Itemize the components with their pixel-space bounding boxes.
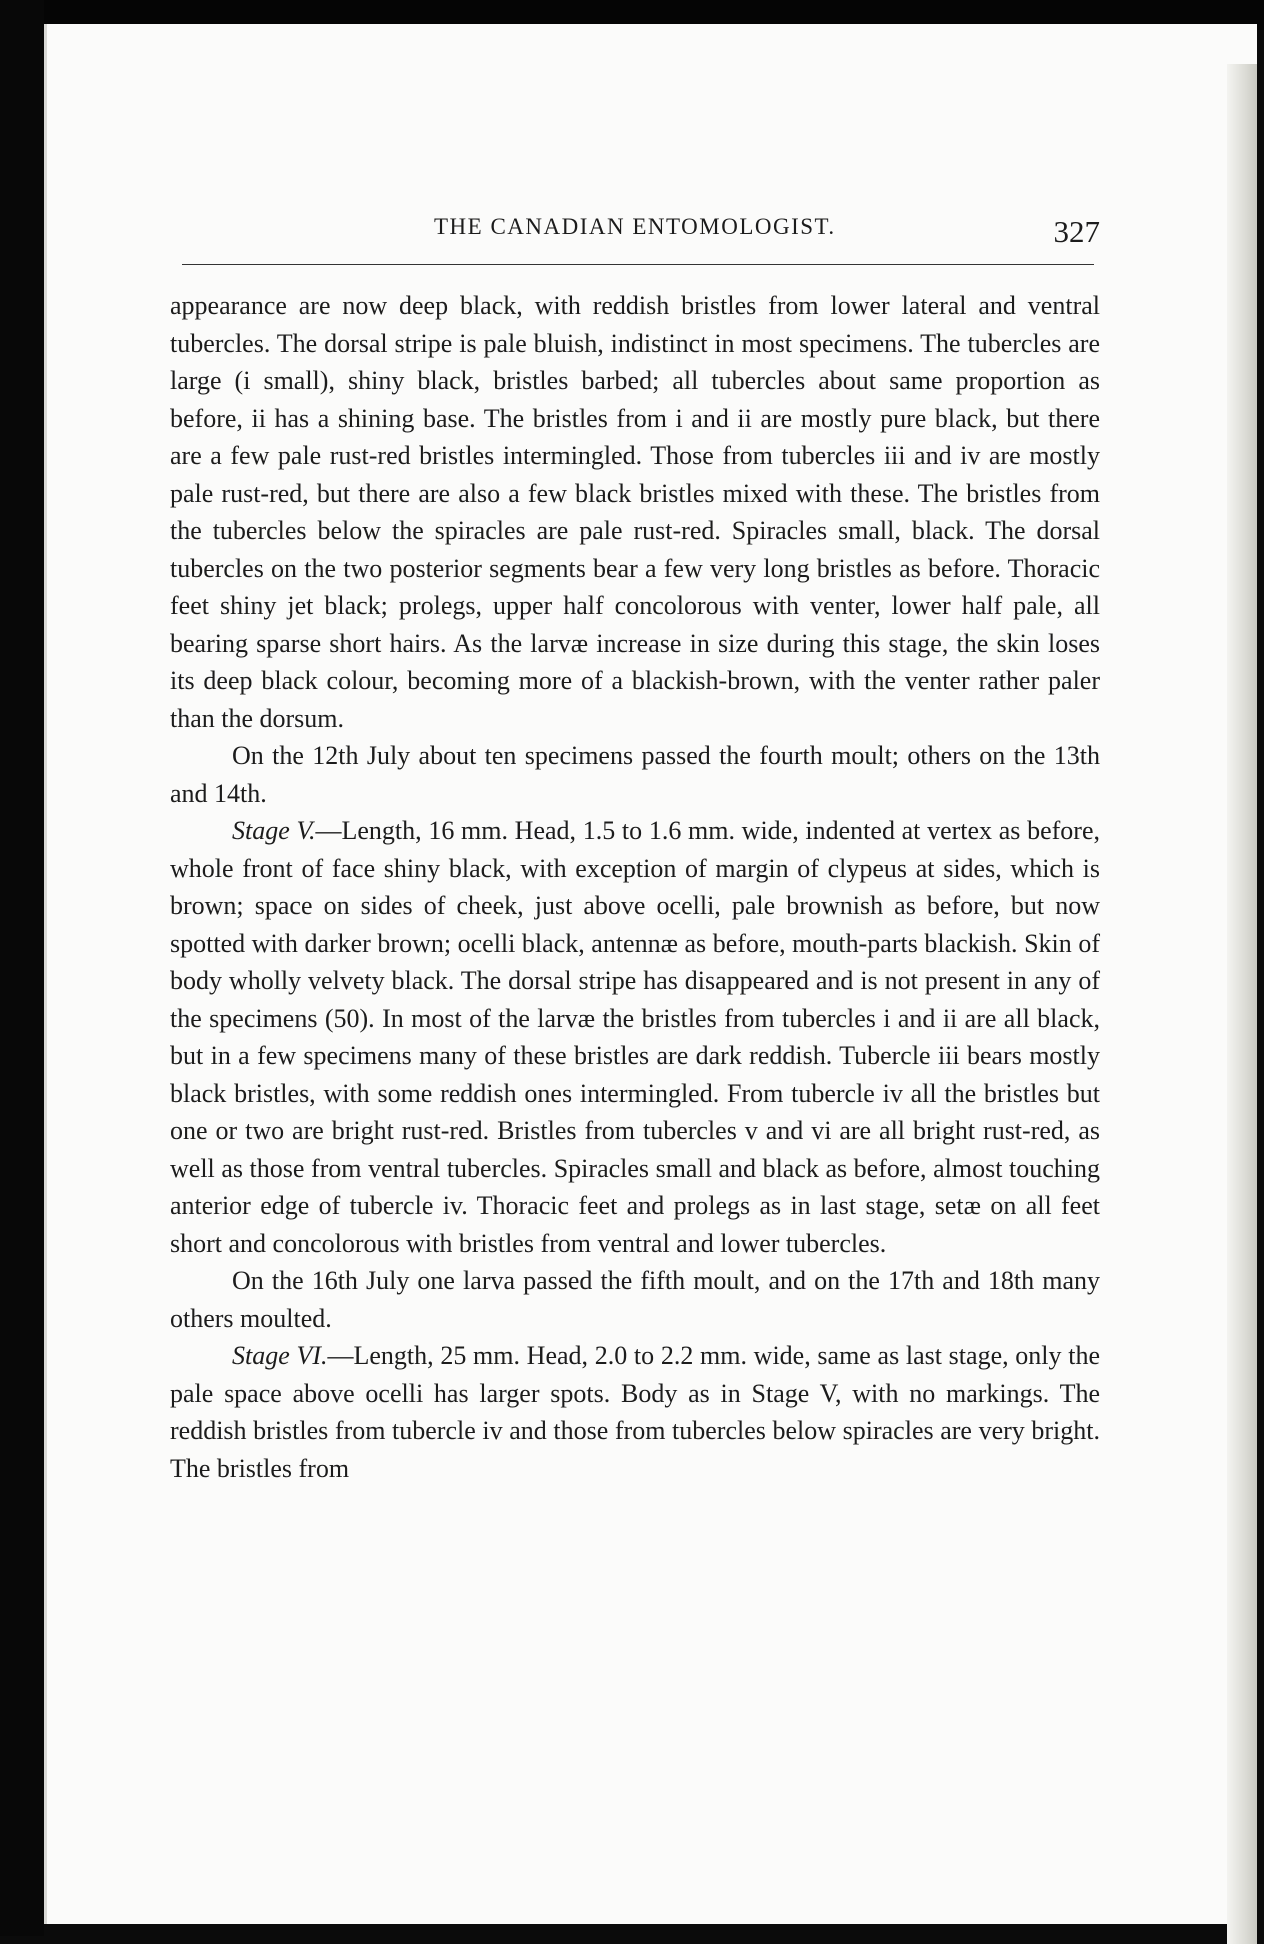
- stage-label: Stage VI.: [232, 1341, 328, 1370]
- paragraph-stage-v: [170, 812, 1100, 1262]
- page-number: 327: [1053, 214, 1100, 249]
- paragraph-1: [170, 287, 1100, 737]
- paragraph-2: [170, 737, 1100, 812]
- paragraph-text: On the 12th July about ten specimens passed the fourth moult; others on the 13th and 14th.: [170, 741, 1100, 808]
- stage-label: Stage V.: [232, 816, 316, 845]
- paragraph-text: appearance are now deep black, with reddish bristles from lower lateral and ventral tubercles. The dorsal stripe is pale bluish, indistinct in most specimens. The tubercles are large (i small), shiny black, bristles barbed; all tubercles about same proportion as before, ii has a shining base. The bristles from i and ii are mostly pure black, but there are a few pale rust-red bristles intermingled. Those from tubercles iii and iv are mostly pale rust-red, but there are also a few black bristles mixed with these. The bristles from the tubercles below the spiracles are pale rust-red. Spiracles small, black. The dorsal tubercles on the two posterior segments bear a few very long bristles as before. Thoracic feet shiny jet black; prolegs, upper half concolorous with venter, lower half pale, all bearing sparse short hairs. As the larvæ increase in size during this stage, the skin loses its deep black colour, becoming more of a blackish-brown, with the venter rather paler than the dorsum.: [170, 291, 1100, 733]
- running-title: THE CANADIAN ENTOMOLOGIST.: [434, 214, 836, 239]
- body-text: [170, 287, 1100, 1487]
- running-head: [170, 214, 1100, 264]
- paragraph-text: On the 16th July one larva passed the fifth moult, and on the 17th and 18th many others moulted.: [170, 1266, 1100, 1333]
- scan-left-border: [0, 0, 44, 1936]
- paragraph-stage-vi: [170, 1337, 1100, 1487]
- paragraph-4: [170, 1262, 1100, 1337]
- paragraph-text: —Length, 16 mm. Head, 1.5 to 1.6 mm. wide, indented at vertex as before, whole front of face shiny black, with exception of margin of clypeus at sides, which is brown; space on sides of cheek, just above ocelli, pale brownish as before, but now spotted with darker brown; ocelli black, antennæ as before, mouth-parts blackish. Skin of body wholly velvety black. The dorsal stripe has disappeared and is not present in any of the specimens (50). In most of the larvæ the bristles from tubercles i and ii are all black, but in a few specimens many of these bristles are dark reddish. Tubercle iii bears mostly black bristles, with some reddish ones intermingled. From tubercle iv all the bristles but one or two are bright rust-red. Bristles from tubercles v and vi are all bright rust-red, as well as those from ventral tubercles. Spiracles small and black as before, almost touching anterior edge of tubercle iv. Thoracic feet and prolegs as in last stage, setæ on all feet short and concolorous with bristles from ventral and lower tubercles.: [170, 816, 1101, 1258]
- header-rule: [182, 264, 1094, 265]
- page-edge-shadow: [1227, 64, 1257, 1944]
- page-content: [170, 214, 1100, 1487]
- paragraph-text: —Length, 25 mm. Head, 2.0 to 2.2 mm. wide, same as last stage, only the pale space above ocelli has larger spots. Body as in Stage V, with no markings. The reddish bristles from tubercle iv and those from tubercles below spiracles are very bright. The bristles from: [170, 1341, 1100, 1483]
